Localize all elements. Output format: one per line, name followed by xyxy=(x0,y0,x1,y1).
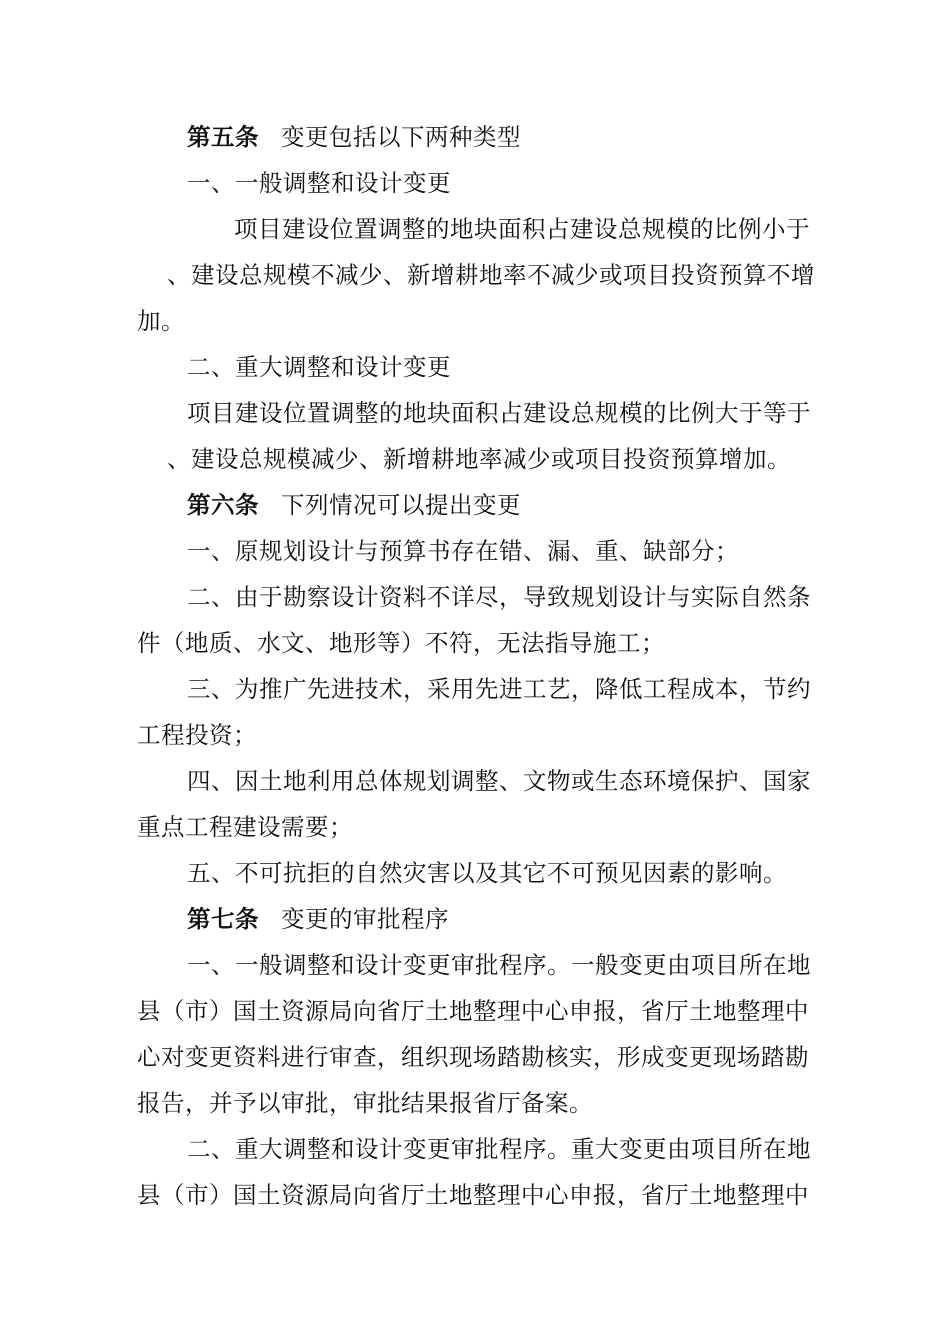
article-7-item-2-line-2: 县（市）国土资源局向省厅土地整理中心申报，省厅土地整理中 xyxy=(137,1181,809,1209)
article-6-number: 第六条 xyxy=(187,491,259,519)
article-7-item-1-line-3: 心对变更资料进行审查，组织现场踏勘核实，形成变更现场踏勘 xyxy=(137,1043,809,1071)
article-5-title: 变更包括以下两种类型 xyxy=(281,123,521,151)
article-7-title: 变更的审批程序 xyxy=(281,905,449,933)
article-6-item-3-line-1: 三、为推广先进技术，采用先进工艺，降低工程成本，节约 xyxy=(187,675,811,703)
article-5-number: 第五条 xyxy=(187,123,259,151)
article-5-item-1-title: 一、一般调整和设计变更 xyxy=(187,169,451,197)
article-7-number: 第七条 xyxy=(187,905,259,933)
article-5-heading-line xyxy=(187,121,521,153)
article-7-heading-line xyxy=(187,903,449,935)
article-6-item-4-line-1: 四、因土地利用总体规划调整、文物或生态环境保护、国家 xyxy=(187,767,811,795)
article-6-item-3-line-2: 工程投资； xyxy=(137,721,257,749)
article-7-item-1-line-2: 县（市）国土资源局向省厅土地整理中心申报，省厅土地整理中 xyxy=(137,997,809,1025)
article-6-item-1: 一、原规划设计与预算书存在错、漏、重、缺部分； xyxy=(187,537,739,565)
article-5-item-2-body-line-2: 、建设总规模减少、新增耕地率减少或项目投资预算增加。 xyxy=(167,445,791,473)
article-6-item-5: 五、不可抗拒的自然灾害以及其它不可预见因素的影响。 xyxy=(187,859,787,887)
article-6-title: 下列情况可以提出变更 xyxy=(281,491,521,519)
article-5-item-2-body-line-1: 项目建设位置调整的地块面积占建设总规模的比例大于等于 xyxy=(187,399,811,427)
article-6-item-4-line-2: 重点工程建设需要； xyxy=(137,813,353,841)
article-6-heading-line xyxy=(187,489,521,521)
article-5-item-1-body-line-1: 项目建设位置调整的地块面积占建设总规模的比例小于 xyxy=(234,215,810,243)
article-7-item-1-line-4: 报告，并予以审批，审批结果报省厅备案。 xyxy=(137,1089,593,1117)
article-7-item-2-line-1: 二、重大调整和设计变更审批程序。重大变更由项目所在地 xyxy=(187,1135,811,1163)
article-7-item-1-line-1: 一、一般调整和设计变更审批程序。一般变更由项目所在地 xyxy=(187,951,811,979)
article-5-item-1-body-line-3: 加。 xyxy=(137,307,185,335)
article-6-item-2-line-2: 件（地质、水文、地形等）不符，无法指导施工； xyxy=(137,629,665,657)
article-5-item-2-title: 二、重大调整和设计变更 xyxy=(187,353,451,381)
article-5-item-1-body-line-2: 、建设总规模不减少、新增耕地率不减少或项目投资预算不增 xyxy=(167,261,815,289)
article-6-item-2-line-1: 二、由于勘察设计资料不详尽，导致规划设计与实际自然条 xyxy=(187,583,811,611)
